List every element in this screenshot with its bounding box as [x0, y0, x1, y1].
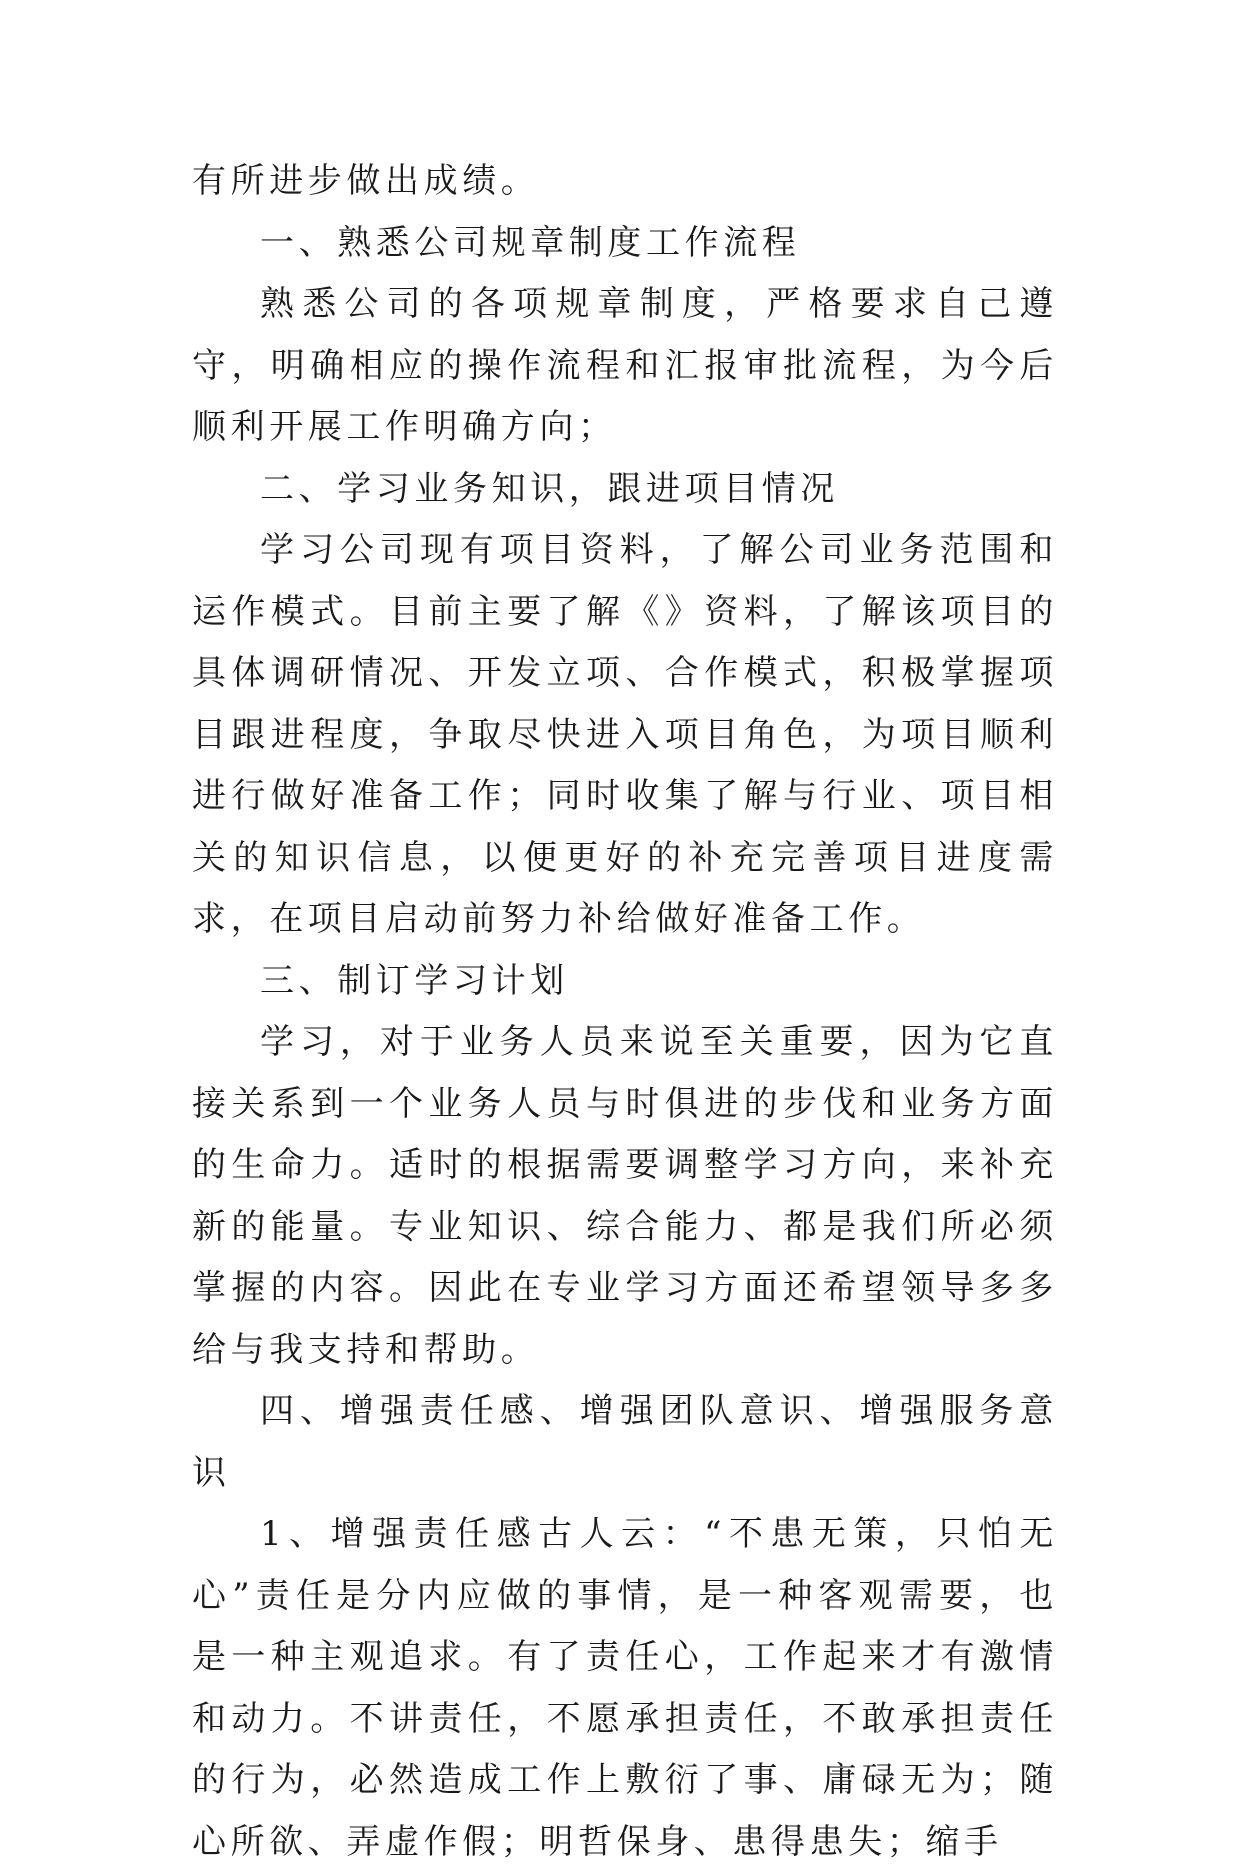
document-body — [192, 151, 1058, 1873]
paragraph-continuation: 有所进步做出成绩。 — [192, 161, 540, 201]
section-heading-1: 一、熟悉公司规章制度工作流程 — [260, 222, 801, 263]
paragraph-business-knowledge: 学习公司现有项目资料，了解公司业务范围和运作模式。目前主要了解《》资料，了解该项目的具体调研情况、开发立项、合作模式，积极掌握项目跟进程度，争取尽快进入项目角色，为项目顺利进行做好准备工作；同时收集了解与行业、项目相关的知识信息，以便更好的补充完善项目进度需求，在项目启动前努力补给做好准备工作。 — [192, 530, 1058, 939]
paragraph-study-plan: 学习，对于业务人员来说至关重要，因为它直接关系到一个业务人员与时俱进的步伐和业务方面的生命力。适时的根据需要调整学习方向，来补充新的能量。专业知识、综合能力、都是我们所必须掌握的内容。因此在专业学习方面还希望领导多多给与我支持和帮助。 — [192, 1022, 1058, 1370]
section-heading-4: 四、增强责任感、增强团队意识、增强服务意识 — [192, 1391, 1058, 1493]
section-heading-3: 三、制订学习计划 — [260, 960, 569, 1001]
paragraph-responsibility: 1、增强责任感古人云：“不患无策，只怕无心”责任是分内应做的事情，是一种客观需要，也是一种主观追求。有了责任心，工作起来才有激情和动力。不讲责任，不愿承担责任，不敢承担责任的行为，必然造成工作上敷衍了事、庸碌无为；随心所欲、弄虚作假；明哲保身、患得患失；缩手 — [192, 1514, 1058, 1862]
paragraph-rules: 熟悉公司的各项规章制度，严格要求自己遵守，明确相应的操作流程和汇报审批流程，为今后顺利开展工作明确方向； — [192, 284, 1058, 447]
section-heading-2: 二、学习业务知识，跟进项目情况 — [260, 468, 839, 509]
